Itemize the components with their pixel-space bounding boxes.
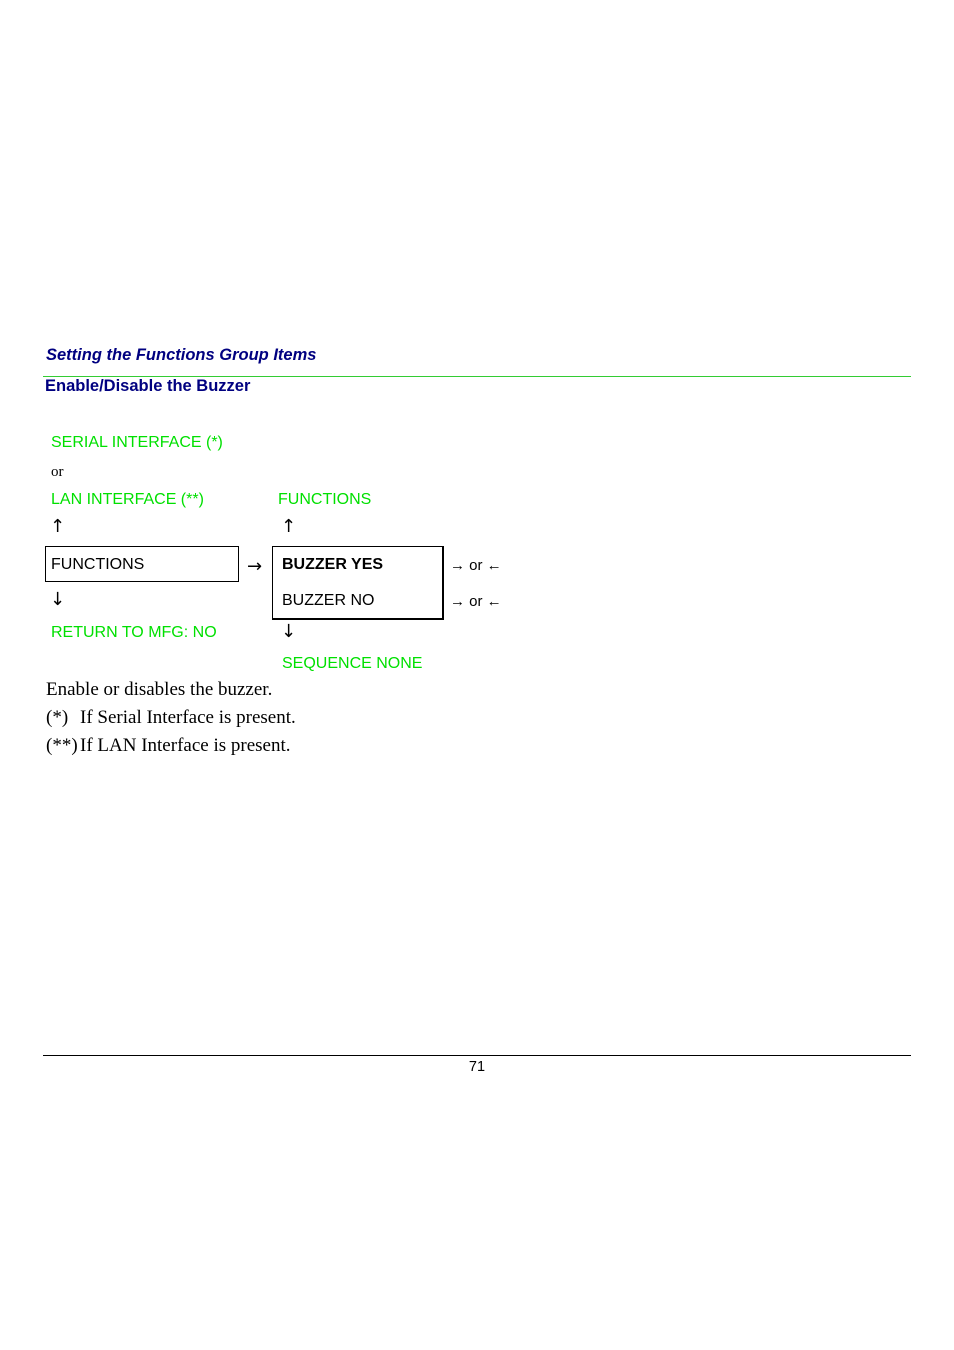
note-lan-text: If LAN Interface is present. bbox=[80, 735, 291, 756]
option-buzzer-yes: BUZZER YES bbox=[282, 556, 384, 573]
up-arrow-icon: ↑ bbox=[281, 516, 297, 537]
down-arrow-icon: ↓ bbox=[50, 589, 66, 610]
menu-item-sequence-none: SEQUENCE NONE bbox=[282, 655, 423, 672]
page-number: 71 bbox=[468, 1059, 486, 1075]
right-arrow-icon: → bbox=[247, 556, 263, 577]
nav-hint-right-or-left: → or ← bbox=[450, 557, 502, 574]
menu-item-functions-above: FUNCTIONS bbox=[278, 491, 372, 508]
note-serial-mark: (*) bbox=[46, 707, 69, 728]
nav-hint-right-or-left: → or ← bbox=[450, 593, 502, 610]
description-text: Enable or disables the buzzer. bbox=[46, 679, 273, 700]
or-label: or bbox=[51, 464, 64, 480]
note-serial-text: If Serial Interface is present. bbox=[80, 707, 296, 728]
note-lan-mark: (**) bbox=[46, 735, 78, 756]
menu-item-lan-interface: LAN INTERFACE (**) bbox=[51, 491, 204, 508]
down-arrow-icon: ↓ bbox=[281, 621, 297, 642]
section-title: Setting the Functions Group Items bbox=[46, 346, 317, 364]
footer-rule bbox=[43, 1055, 911, 1056]
menu-item-return-to-mfg: RETURN TO MFG: NO bbox=[51, 624, 217, 641]
functions-box-label: FUNCTIONS bbox=[51, 556, 145, 573]
up-arrow-icon: ↑ bbox=[50, 516, 66, 537]
subsection-title: Enable/Disable the Buzzer bbox=[45, 377, 251, 395]
option-buzzer-no: BUZZER NO bbox=[282, 592, 375, 609]
menu-item-serial-interface: SERIAL INTERFACE (*) bbox=[51, 434, 223, 451]
